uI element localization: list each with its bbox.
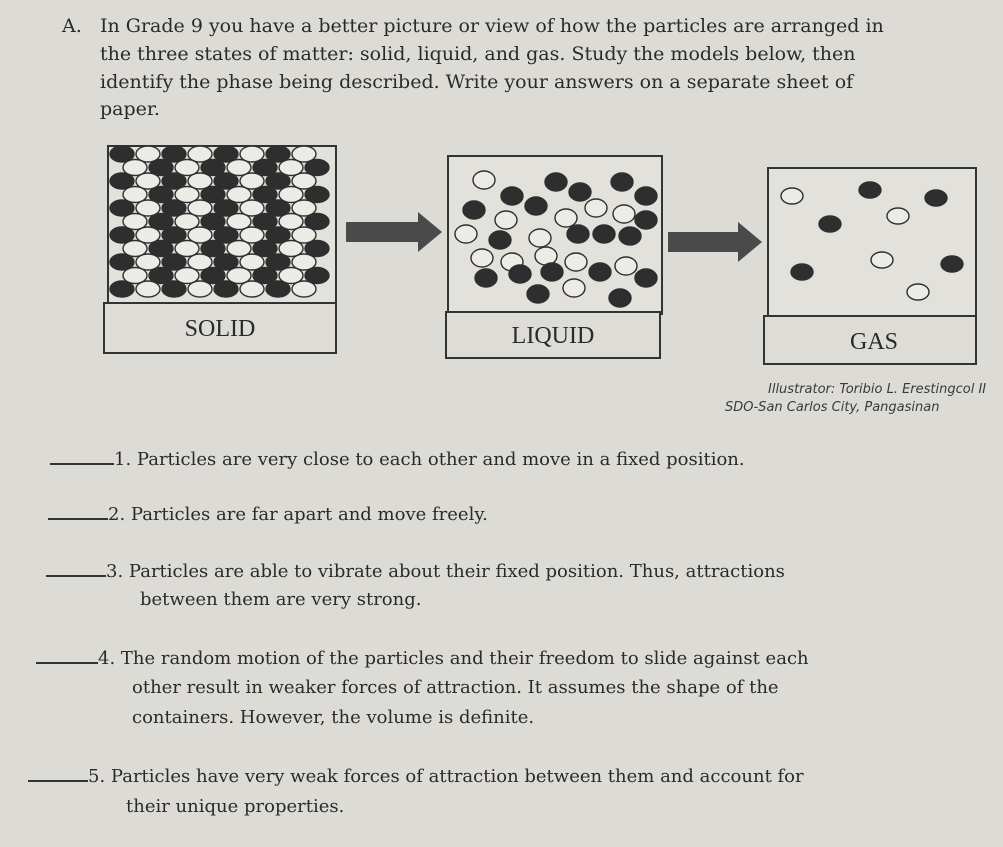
question-text: The random motion of the particles and their freedom to slide against each: [120, 648, 809, 669]
answer-blank[interactable]: [36, 646, 98, 664]
dark-particle: [593, 225, 615, 243]
answer-blank[interactable]: [46, 559, 106, 577]
dark-particle: [569, 183, 591, 201]
dark-particle: [110, 281, 134, 297]
question-text: Particles are able to vibrate about their fixed position. Thus, attractions: [128, 561, 785, 582]
arrow-right-icon: [346, 212, 442, 252]
dark-particle: [941, 256, 963, 272]
dark-particle: [509, 265, 531, 283]
light-particle: [585, 199, 607, 217]
light-particle: [565, 253, 587, 271]
light-particle: [555, 209, 577, 227]
dark-particle: [266, 281, 290, 297]
instruction-line-4: paper.: [100, 98, 160, 120]
question-3-continuation: between them are very strong.: [140, 589, 422, 610]
instruction-line-2: the three states of matter: solid, liquid, and gas. Study the models below, then: [100, 43, 856, 65]
question-4: [36, 646, 809, 669]
question-text: Particles have very weak forces of attraction between them and account for: [110, 766, 804, 787]
dark-particle: [525, 197, 547, 215]
light-particle: [615, 257, 637, 275]
answer-blank[interactable]: [48, 502, 108, 520]
light-particle: [535, 247, 557, 265]
dark-particle: [501, 187, 523, 205]
solid-label: SOLID: [184, 316, 256, 342]
dark-particle: [635, 269, 657, 287]
light-particle: [473, 171, 495, 189]
solid-particles: [110, 146, 329, 297]
dark-particle: [541, 263, 563, 281]
light-particle: [887, 208, 909, 224]
dark-particle: [635, 211, 657, 229]
light-particle: [240, 281, 264, 297]
light-particle: [455, 225, 477, 243]
dark-particle: [925, 190, 947, 206]
question-4-continuation: containers. However, the volume is definite.: [132, 707, 535, 728]
question-number: 4.: [98, 648, 116, 669]
dark-particle: [545, 173, 567, 191]
light-particle: [188, 281, 212, 297]
gas-label: GAS: [849, 329, 899, 355]
question-number: 2.: [108, 504, 126, 525]
dark-particle: [859, 182, 881, 198]
dark-particle: [527, 285, 549, 303]
section-marker: A.: [62, 15, 82, 37]
light-particle: [136, 281, 160, 297]
light-particle: [563, 279, 585, 297]
light-particle: [495, 211, 517, 229]
light-particle: [529, 229, 551, 247]
arrow-right-icon: [668, 222, 762, 262]
dark-particle: [162, 281, 186, 297]
dark-particle: [589, 263, 611, 281]
question-text: Particles are very close to each other and move in a fixed position.: [136, 449, 745, 470]
answer-blank[interactable]: [50, 447, 114, 465]
dark-particle: [619, 227, 641, 245]
dark-particle: [635, 187, 657, 205]
dark-particle: [791, 264, 813, 280]
dark-particle: [214, 281, 238, 297]
light-particle: [907, 284, 929, 300]
question-1: [50, 447, 745, 470]
question-text: Particles are far apart and move freely.: [130, 504, 488, 525]
dark-particle: [611, 173, 633, 191]
dark-particle: [819, 216, 841, 232]
question-5: [28, 764, 804, 787]
illustrator-office: SDO-San Carlos City, Pangasinan: [725, 400, 940, 415]
dark-particle: [567, 225, 589, 243]
light-particle: [613, 205, 635, 223]
light-particle: [471, 249, 493, 267]
light-particle: [292, 281, 316, 297]
question-number: 1.: [114, 449, 132, 470]
question-4-continuation: other result in weaker forces of attraction. It assumes the shape of the: [132, 677, 779, 698]
instruction-line-3: identify the phase being described. Write your answers on a separate sheet of: [100, 71, 854, 93]
dark-particle: [609, 289, 631, 307]
dark-particle: [475, 269, 497, 287]
illustrator-credit: Illustrator: Toribio L. Erestingcol II: [768, 382, 987, 397]
light-particle: [871, 252, 893, 268]
instruction-line-1: In Grade 9 you have a better picture or view of how the particles are arranged in: [100, 15, 884, 37]
question-number: 3.: [106, 561, 124, 582]
light-particle: [781, 188, 803, 204]
dark-particle: [463, 201, 485, 219]
answer-blank[interactable]: [28, 764, 88, 782]
question-2: [48, 502, 488, 525]
question-number: 5.: [88, 766, 106, 787]
question-5-continuation: their unique properties.: [126, 796, 345, 817]
liquid-label: LIQUID: [511, 323, 595, 349]
question-3: [46, 559, 785, 582]
dark-particle: [489, 231, 511, 249]
